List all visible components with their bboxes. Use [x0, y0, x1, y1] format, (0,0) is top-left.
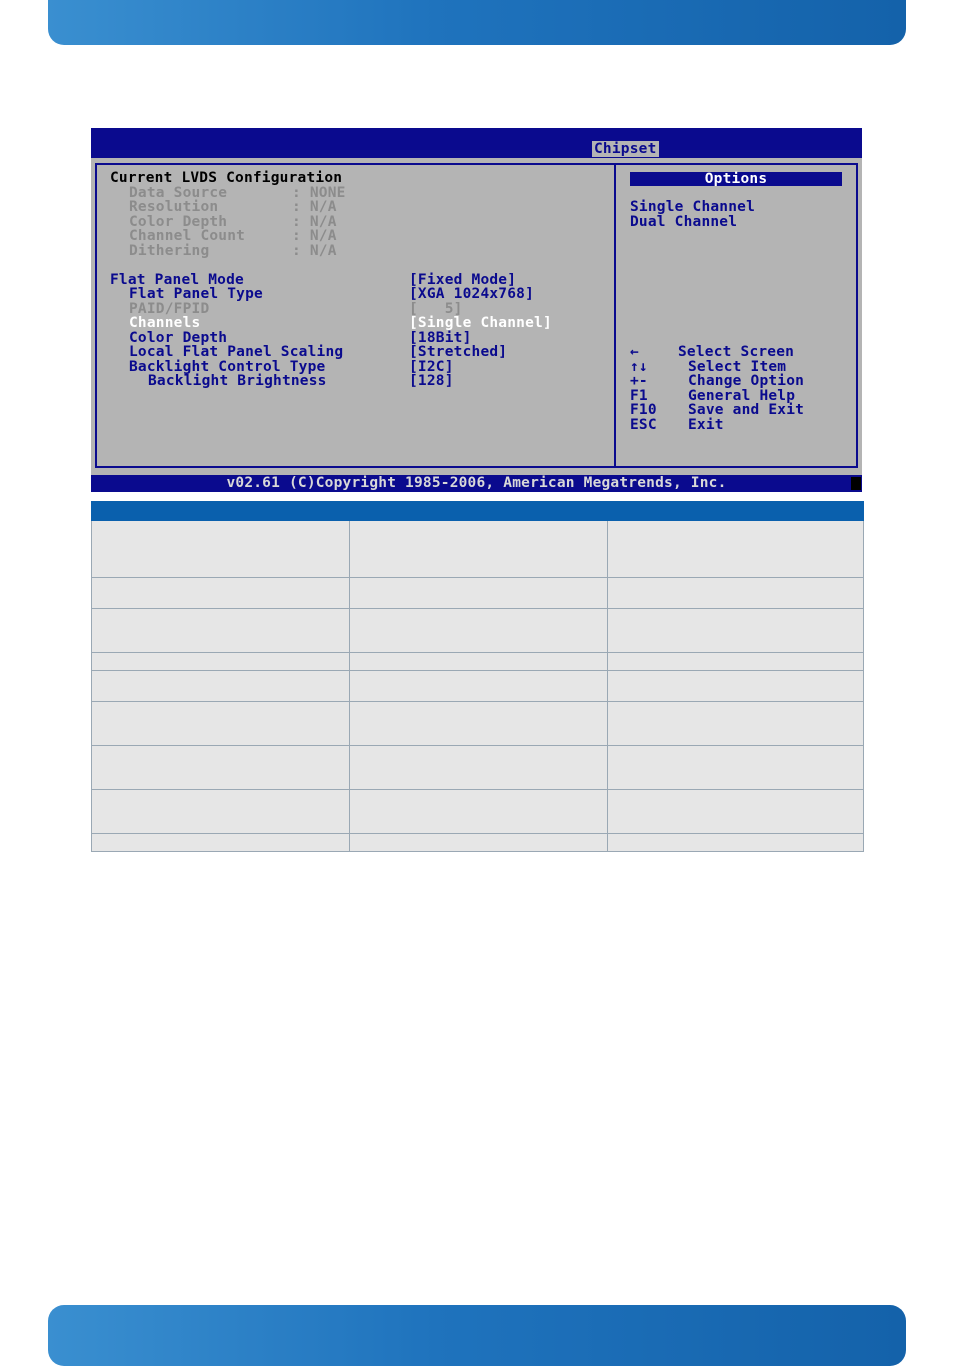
table-cell: [608, 834, 864, 852]
help-desc-select-screen: Select Screen: [678, 344, 795, 360]
table-cell: [350, 746, 608, 790]
table-header-cell: [608, 502, 864, 521]
table-cell: [350, 702, 608, 746]
setting-value-flat-panel-type[interactable]: [XGA 1024x768]: [409, 286, 535, 302]
setting-value-color-depth[interactable]: [18Bit]: [409, 330, 472, 346]
table-cell: [92, 609, 350, 653]
setting-value-backlight-control-type[interactable]: [I2C]: [409, 359, 454, 375]
table-cell: [92, 578, 350, 609]
header-banner: [48, 0, 906, 45]
setting-value-channels[interactable]: [Single Channel]: [409, 315, 552, 331]
setting-value-flat-panel-mode[interactable]: [Fixed Mode]: [409, 272, 517, 288]
table-row: [92, 790, 864, 834]
table-cell: [92, 521, 350, 578]
table-cell: [608, 578, 864, 609]
table-cell: [350, 653, 608, 671]
table-cell: [608, 746, 864, 790]
info-value-color-depth: : N/A: [292, 214, 337, 230]
help-desc-save-and-exit: Save and Exit: [688, 402, 805, 418]
tab-chipset[interactable]: Chipset: [594, 141, 657, 157]
option-dual-channel[interactable]: Dual Channel: [630, 214, 738, 230]
table-row: [92, 702, 864, 746]
table-row: [92, 746, 864, 790]
table-cell: [350, 834, 608, 852]
table-cell: [608, 521, 864, 578]
setting-label-backlight-control-type[interactable]: Backlight Control Type: [129, 359, 326, 375]
table-row: [92, 578, 864, 609]
table-cell: [350, 609, 608, 653]
setting-label-backlight-brightness[interactable]: Backlight Brightness: [148, 373, 327, 389]
info-label-color-depth: Color Depth: [129, 214, 228, 230]
section-title: Current LVDS Configuration: [110, 170, 343, 186]
table-cell: [608, 609, 864, 653]
table-cell: [608, 653, 864, 671]
bios-footer: v02.61 (C)Copyright 1985-2006, American Megatrends, Inc.: [91, 475, 862, 492]
table-header-cell: [92, 502, 350, 521]
table-row: [92, 671, 864, 702]
table-cell: [350, 521, 608, 578]
help-desc-general-help: General Help: [688, 388, 796, 404]
table-row: [92, 834, 864, 852]
setting-label-color-depth[interactable]: Color Depth: [129, 330, 228, 346]
setting-label-local-flat-panel-scaling[interactable]: Local Flat Panel Scaling: [129, 344, 344, 360]
table-row: [92, 653, 864, 671]
bios-title-bar: [91, 128, 862, 158]
setting-value-backlight-brightness[interactable]: [128]: [409, 373, 454, 389]
info-label-resolution: Resolution: [129, 199, 219, 215]
table-cell: [350, 790, 608, 834]
help-key-f10: F10: [630, 402, 657, 418]
table-header-cell: [350, 502, 608, 521]
table-cell: [92, 671, 350, 702]
help-key-plus-minus: +-: [630, 373, 648, 389]
setting-value-paid-fpid: [ 5]: [409, 301, 463, 317]
table-cell: [92, 790, 350, 834]
setting-label-paid-fpid: PAID/FPID: [129, 301, 210, 317]
setting-label-channels[interactable]: Channels: [129, 315, 201, 331]
table-header-row: [92, 502, 864, 521]
table-cell: [92, 702, 350, 746]
table-cell: [608, 790, 864, 834]
table-row: [92, 521, 864, 578]
setting-label-flat-panel-type[interactable]: Flat Panel Type: [129, 286, 263, 302]
bios-screen: [91, 128, 862, 492]
table-cell: [350, 671, 608, 702]
footer-banner: [48, 1305, 906, 1366]
options-header: Options: [630, 172, 842, 186]
table-cell: [92, 834, 350, 852]
text-cursor: [851, 477, 861, 490]
info-value-channel-count: : N/A: [292, 228, 337, 244]
option-single-channel[interactable]: Single Channel: [630, 199, 756, 215]
table-cell: [350, 578, 608, 609]
info-label-dithering: Dithering: [129, 243, 210, 259]
info-value-resolution: : N/A: [292, 199, 337, 215]
help-desc-exit: Exit: [688, 417, 724, 433]
table-cell: [92, 746, 350, 790]
bios-panel-divider: [614, 163, 616, 468]
help-key-f1: F1: [630, 388, 648, 404]
help-desc-select-item: Select Item: [688, 359, 787, 375]
help-key-up-down: ↑↓: [630, 359, 648, 375]
table-cell: [608, 702, 864, 746]
help-desc-change-option: Change Option: [688, 373, 805, 389]
info-label-channel-count: Channel Count: [129, 228, 246, 244]
help-key-esc: ESC: [630, 417, 657, 433]
info-label-data-source: Data Source: [129, 185, 228, 201]
table-row: [92, 609, 864, 653]
setting-label-flat-panel-mode[interactable]: Flat Panel Mode: [110, 272, 244, 288]
table-cell: [608, 671, 864, 702]
setting-value-local-flat-panel-scaling[interactable]: [Stretched]: [409, 344, 508, 360]
info-value-dithering: : N/A: [292, 243, 337, 259]
table-cell: [92, 653, 350, 671]
settings-table: [91, 501, 864, 852]
info-value-data-source: : NONE: [292, 185, 346, 201]
help-key-left-arrow: ←: [630, 344, 639, 360]
